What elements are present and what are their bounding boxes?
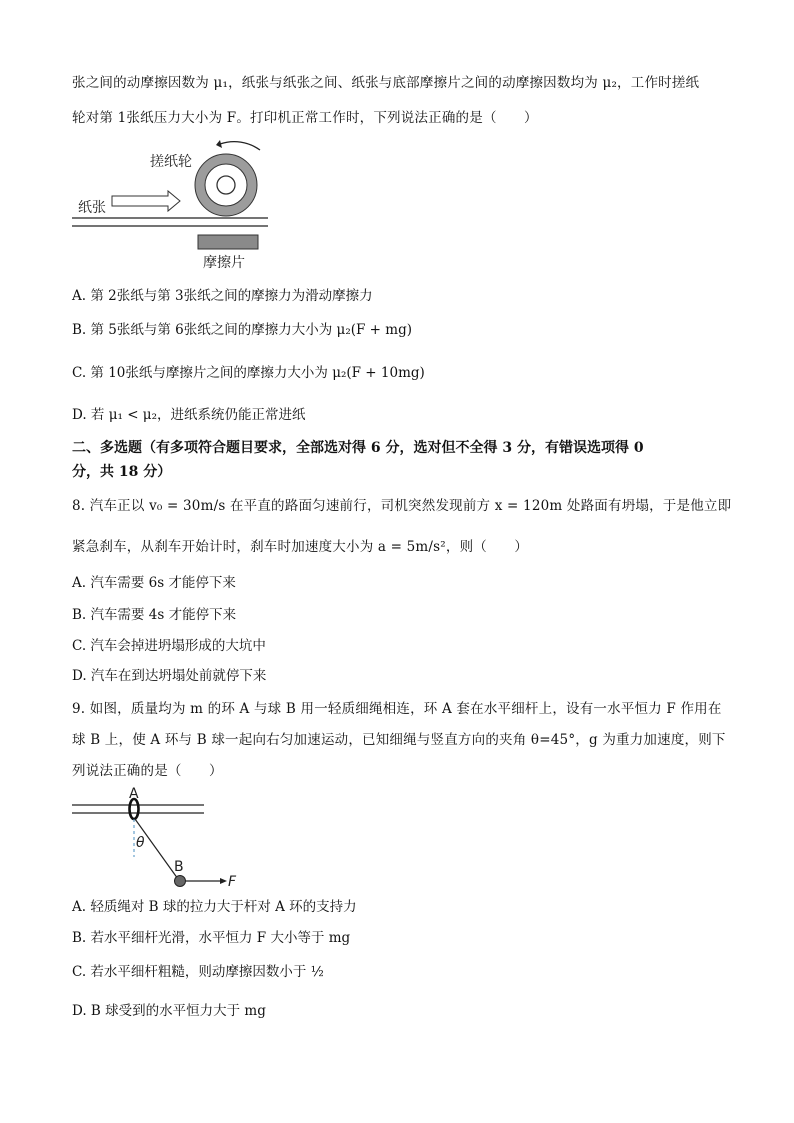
q7-option-b: B. 第 5张纸与第 6张纸之间的摩擦力大小为 μ₂(F + mg) [72, 322, 412, 338]
section-heading-line-2: 分，共 18 分） [72, 464, 172, 480]
q9-option-b: B. 若水平细杆光滑，水平恒力 F 大小等于 mg [72, 930, 351, 946]
ball-b [175, 876, 186, 887]
q7-option-c: C. 第 10张纸与摩擦片之间的摩擦力大小为 μ₂(F + 10mg) [72, 365, 425, 381]
ring-a [130, 799, 139, 819]
ring-ball-diagram [70, 785, 250, 895]
rotation-arrow-icon [220, 142, 260, 150]
ring-label: A [129, 786, 139, 802]
angle-label: θ [136, 835, 145, 851]
section-heading-line-1: 二、多选题（有多项符合题目要求，全部选对得 6 分，选对但不全得 3 分，有错误选项得 0 [72, 440, 644, 456]
force-label: F [228, 874, 237, 890]
ball-label: B [174, 859, 184, 875]
pad-label: 摩擦片 [203, 255, 245, 270]
paper-label: 纸张 [78, 200, 106, 216]
q7-option-a: A. 第 2张纸与第 3张纸之间的摩擦力为滑动摩擦力 [72, 288, 373, 304]
q9-stem-line-1: 9. 如图，质量均为 m 的环 A 与球 B 用一轻质细绳相连，环 A 套在水平细杆上，设有一水平恒力 F 作用在 [72, 701, 722, 717]
q7-stem-line-2: 轮对第 1张纸压力大小为 F。打印机正常工作时，下列说法正确的是（ ） [72, 110, 538, 126]
q7-option-d: D. 若 μ₁ < μ₂，进纸系统仍能正常进纸 [72, 407, 306, 423]
paper-direction-arrow-icon [112, 191, 180, 211]
q8-stem-line-1: 8. 汽车正以 v₀ = 30m/s 在平直的路面匀速前行，司机突然发现前方 x = 120m 处路面有坍塌，于是他立即 [72, 498, 732, 514]
roller-label: 搓纸轮 [150, 154, 192, 170]
roller-axle [217, 176, 235, 194]
q8-option-a: A. 汽车需要 6s 才能停下来 [72, 575, 236, 591]
q8-option-d: D. 汽车在到达坍塌处前就停下来 [72, 668, 267, 684]
q7-stem-line-1: 张之间的动摩擦因数为 μ₁，纸张与纸张之间、纸张与底部摩擦片之间的动摩擦因数均为 μ₂，工作时搓纸 [72, 75, 700, 91]
q9-option-a: A. 轻质绳对 B 球的拉力大于杆对 A 环的支持力 [72, 899, 357, 915]
q9-option-c: C. 若水平细杆粗糙，则动摩擦因数小于 ½ [72, 964, 324, 980]
friction-pad [198, 235, 258, 249]
q9-stem-line-2: 球 B 上，使 A 环与 B 球一起向右匀加速运动，已知细绳与竖直方向的夹角 θ=45°，g 为重力加速度，则下 [72, 732, 726, 748]
paper-feed-diagram [70, 140, 270, 270]
q9-option-d: D. B 球受到的水平恒力大于 mg [72, 1003, 266, 1019]
q8-option-b: B. 汽车需要 4s 才能停下来 [72, 607, 237, 623]
q8-option-c: C. 汽车会掉进坍塌形成的大坑中 [72, 638, 266, 654]
q8-stem-line-2: 紧急刹车，从刹车开始计时，刹车时加速度大小为 a = 5m/s²，则（ ） [72, 539, 529, 555]
force-arrow-icon [220, 878, 227, 884]
q9-stem-line-3: 列说法正确的是（ ） [72, 763, 223, 779]
